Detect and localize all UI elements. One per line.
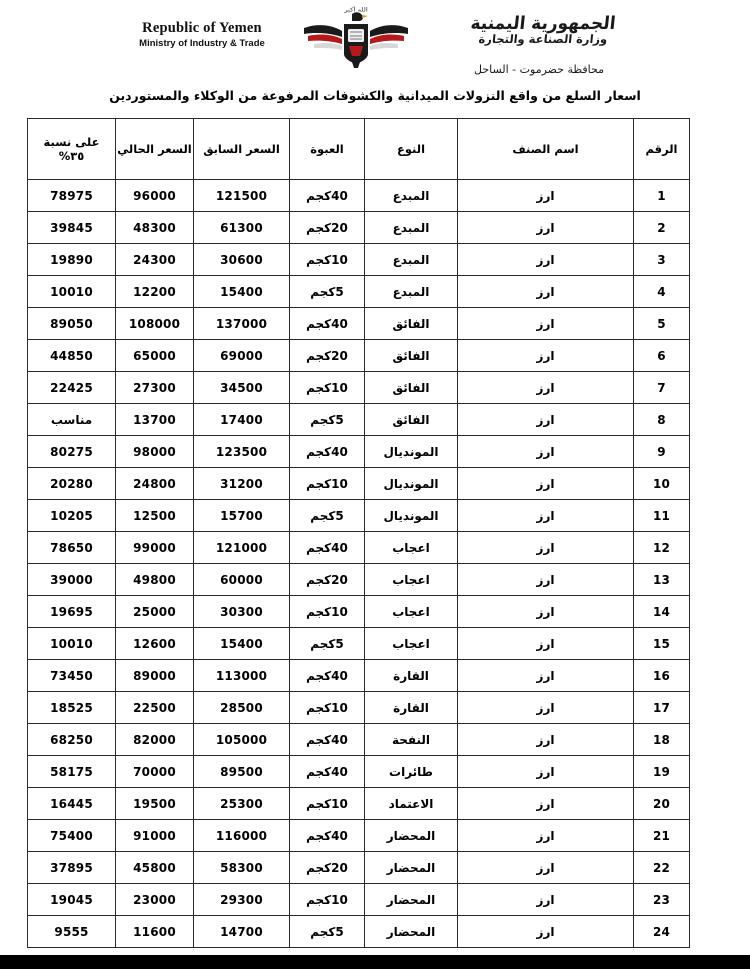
cell-current-price: 27300 <box>116 372 194 404</box>
cell-previous-price: 15700 <box>194 500 290 532</box>
cell-previous-price: 116000 <box>194 820 290 852</box>
cell-type: الفائق <box>365 340 458 372</box>
column-header-percentage <box>28 119 116 180</box>
cell-type: المبدع <box>365 212 458 244</box>
table-row <box>28 244 690 276</box>
table-row <box>28 660 690 692</box>
cell-type: المونديال <box>365 436 458 468</box>
cell-current-price: 13700 <box>116 404 194 436</box>
cell-current-price: 24300 <box>116 244 194 276</box>
table-row <box>28 372 690 404</box>
table-row <box>28 788 690 820</box>
cell-percentage: 44850 <box>28 340 116 372</box>
cell-percentage: مناسب <box>28 404 116 436</box>
ministry-label-arabic: وزارة الصناعة والتجارة <box>477 31 609 46</box>
cell-name: ارز <box>458 308 634 340</box>
cell-previous-price: 29300 <box>194 884 290 916</box>
cell-name: ارز <box>458 468 634 500</box>
cell-type: اعجاب <box>365 596 458 628</box>
cell-type: الفائق <box>365 308 458 340</box>
table-row <box>28 436 690 468</box>
cell-type: المحضار <box>365 884 458 916</box>
cell-no: 24 <box>634 916 690 948</box>
cell-type: اعجاب <box>365 628 458 660</box>
cell-previous-price: 60000 <box>194 564 290 596</box>
cell-percentage: 58175 <box>28 756 116 788</box>
cell-percentage: 19890 <box>28 244 116 276</box>
cell-name: ارز <box>458 788 634 820</box>
price-table-container <box>43 118 690 948</box>
column-header-type: النوع <box>365 119 458 180</box>
cell-pack: 5كجم <box>290 916 365 948</box>
eagle-emblem-svg <box>296 6 416 68</box>
cell-percentage: 19045 <box>28 884 116 916</box>
cell-previous-price: 137000 <box>194 308 290 340</box>
cell-name: ارز <box>458 500 634 532</box>
cell-pack: 40كجم <box>290 180 365 212</box>
cell-no: 19 <box>634 756 690 788</box>
cell-no: 7 <box>634 372 690 404</box>
cell-current-price: 96000 <box>116 180 194 212</box>
table-row <box>28 468 690 500</box>
table-row <box>28 884 690 916</box>
cell-percentage: 73450 <box>28 660 116 692</box>
cell-current-price: 24800 <box>116 468 194 500</box>
cell-pack: 5كجم <box>290 404 365 436</box>
cell-no: 20 <box>634 788 690 820</box>
cell-no: 8 <box>634 404 690 436</box>
column-header-current-price: السعر الحالي <box>116 119 194 180</box>
cell-previous-price: 89500 <box>194 756 290 788</box>
cell-pack: 20كجم <box>290 852 365 884</box>
cell-pack: 10كجم <box>290 788 365 820</box>
cell-percentage: 10010 <box>28 628 116 660</box>
cell-percentage: 20280 <box>28 468 116 500</box>
yemen-emblem-icon <box>296 6 416 68</box>
cell-type: المبدع <box>365 244 458 276</box>
cell-name: ارز <box>458 340 634 372</box>
cell-previous-price: 121500 <box>194 180 290 212</box>
cell-previous-price: 30300 <box>194 596 290 628</box>
cell-no: 16 <box>634 660 690 692</box>
cell-no: 23 <box>634 884 690 916</box>
cell-no: 6 <box>634 340 690 372</box>
cell-current-price: 19500 <box>116 788 194 820</box>
cell-no: 13 <box>634 564 690 596</box>
cell-no: 4 <box>634 276 690 308</box>
cell-pack: 5كجم <box>290 628 365 660</box>
cell-no: 14 <box>634 596 690 628</box>
bottom-letterbox <box>0 955 750 969</box>
column-header-pack: العبوة <box>290 119 365 180</box>
cell-percentage: 9555 <box>28 916 116 948</box>
table-row <box>28 180 690 212</box>
cell-current-price: 12600 <box>116 628 194 660</box>
cell-previous-price: 31200 <box>194 468 290 500</box>
cell-previous-price: 105000 <box>194 724 290 756</box>
cell-current-price: 65000 <box>116 340 194 372</box>
cell-no: 18 <box>634 724 690 756</box>
table-row <box>28 212 690 244</box>
cell-previous-price: 69000 <box>194 340 290 372</box>
cell-previous-price: 15400 <box>194 276 290 308</box>
cell-current-price: 11600 <box>116 916 194 948</box>
cell-pack: 40كجم <box>290 436 365 468</box>
cell-pack: 40كجم <box>290 308 365 340</box>
column-header-name: اسم الصنف <box>458 119 634 180</box>
price-table <box>27 118 690 948</box>
cell-type: المبدع <box>365 180 458 212</box>
cell-type: المحضار <box>365 820 458 852</box>
cell-percentage: 16445 <box>28 788 116 820</box>
percentage-header-line2: ٣٥% <box>58 149 85 163</box>
cell-name: ارز <box>458 916 634 948</box>
cell-type: المحضار <box>365 916 458 948</box>
cell-current-price: 49800 <box>116 564 194 596</box>
cell-previous-price: 34500 <box>194 372 290 404</box>
cell-previous-price: 14700 <box>194 916 290 948</box>
cell-percentage: 80275 <box>28 436 116 468</box>
cell-previous-price: 17400 <box>194 404 290 436</box>
cell-percentage: 37895 <box>28 852 116 884</box>
cell-name: ارز <box>458 276 634 308</box>
cell-no: 15 <box>634 628 690 660</box>
percentage-header-line1: على نسبة <box>43 134 100 149</box>
cell-previous-price: 25300 <box>194 788 290 820</box>
table-row <box>28 724 690 756</box>
table-row <box>28 628 690 660</box>
republic-of-yemen-label: Republic of Yemen <box>142 20 262 36</box>
table-row <box>28 564 690 596</box>
cell-previous-price: 121000 <box>194 532 290 564</box>
table-row <box>28 756 690 788</box>
cell-no: 3 <box>634 244 690 276</box>
cell-name: ارز <box>458 404 634 436</box>
cell-pack: 20كجم <box>290 564 365 596</box>
cell-pack: 20كجم <box>290 212 365 244</box>
table-row <box>28 308 690 340</box>
cell-percentage: 10205 <box>28 500 116 532</box>
cell-previous-price: 28500 <box>194 692 290 724</box>
cell-type: القارة <box>365 660 458 692</box>
cell-no: 17 <box>634 692 690 724</box>
cell-name: ارز <box>458 212 634 244</box>
cell-type: المونديال <box>365 500 458 532</box>
cell-pack: 40كجم <box>290 756 365 788</box>
cell-name: ارز <box>458 724 634 756</box>
cell-pack: 40كجم <box>290 532 365 564</box>
cell-percentage: 78975 <box>28 180 116 212</box>
cell-name: ارز <box>458 532 634 564</box>
cell-name: ارز <box>458 596 634 628</box>
cell-pack: 10كجم <box>290 596 365 628</box>
cell-current-price: 89000 <box>116 660 194 692</box>
cell-name: ارز <box>458 244 634 276</box>
cell-no: 12 <box>634 532 690 564</box>
cell-current-price: 22500 <box>116 692 194 724</box>
cell-pack: 10كجم <box>290 468 365 500</box>
page-title: اسعار السلع من واقع النزولات الميدانية والكشوفات المرفوعة من الوكلاء والمستوردين <box>109 88 641 103</box>
cell-current-price: 82000 <box>116 724 194 756</box>
cell-type: المبدع <box>365 276 458 308</box>
column-header-no: الرقم <box>634 119 690 180</box>
table-body <box>28 180 690 948</box>
cell-percentage: 19695 <box>28 596 116 628</box>
cell-name: ارز <box>458 564 634 596</box>
cell-percentage: 18525 <box>28 692 116 724</box>
cell-pack: 10كجم <box>290 692 365 724</box>
cell-current-price: 98000 <box>116 436 194 468</box>
cell-percentage: 78650 <box>28 532 116 564</box>
table-row <box>28 340 690 372</box>
table-row <box>28 500 690 532</box>
cell-name: ارز <box>458 660 634 692</box>
cell-name: ارز <box>458 756 634 788</box>
cell-percentage: 22425 <box>28 372 116 404</box>
cell-pack: 40كجم <box>290 660 365 692</box>
cell-name: ارز <box>458 372 634 404</box>
table-row <box>28 692 690 724</box>
cell-previous-price: 30600 <box>194 244 290 276</box>
cell-current-price: 23000 <box>116 884 194 916</box>
cell-current-price: 70000 <box>116 756 194 788</box>
cell-pack: 10كجم <box>290 244 365 276</box>
cell-no: 21 <box>634 820 690 852</box>
cell-pack: 40كجم <box>290 724 365 756</box>
cell-name: ارز <box>458 436 634 468</box>
cell-current-price: 12500 <box>116 500 194 532</box>
cell-previous-price: 123500 <box>194 436 290 468</box>
table-row <box>28 404 690 436</box>
cell-percentage: 10010 <box>28 276 116 308</box>
cell-current-price: 99000 <box>116 532 194 564</box>
cell-type: القارة <box>365 692 458 724</box>
cell-no: 11 <box>634 500 690 532</box>
cell-name: ارز <box>458 180 634 212</box>
table-row <box>28 820 690 852</box>
cell-percentage: 75400 <box>28 820 116 852</box>
ministry-header-arabic <box>428 13 658 46</box>
cell-name: ارز <box>458 692 634 724</box>
cell-previous-price: 61300 <box>194 212 290 244</box>
cell-pack: 40كجم <box>290 820 365 852</box>
cell-no: 9 <box>634 436 690 468</box>
cell-percentage: 39845 <box>28 212 116 244</box>
table-row <box>28 916 690 948</box>
document-header <box>0 0 750 76</box>
ministry-header-english <box>102 20 302 50</box>
governorate-label: محافظة حضرموت - الساحل <box>473 63 605 76</box>
cell-pack: 20كجم <box>290 340 365 372</box>
cell-type: الفائق <box>365 404 458 436</box>
cell-type: اعجاب <box>365 564 458 596</box>
cell-no: 10 <box>634 468 690 500</box>
cell-name: ارز <box>458 884 634 916</box>
cell-name: ارز <box>458 628 634 660</box>
cell-name: ارز <box>458 852 634 884</box>
cell-current-price: 48300 <box>116 212 194 244</box>
cell-pack: 5كجم <box>290 500 365 532</box>
cell-pack: 5كجم <box>290 276 365 308</box>
table-row <box>28 852 690 884</box>
cell-pack: 10كجم <box>290 372 365 404</box>
cell-previous-price: 58300 <box>194 852 290 884</box>
cell-type: اعجاب <box>365 532 458 564</box>
cell-type: الفائق <box>365 372 458 404</box>
cell-current-price: 25000 <box>116 596 194 628</box>
cell-type: المحضار <box>365 852 458 884</box>
cell-no: 2 <box>634 212 690 244</box>
cell-no: 22 <box>634 852 690 884</box>
cell-percentage: 89050 <box>28 308 116 340</box>
table-row <box>28 532 690 564</box>
cell-current-price: 12200 <box>116 276 194 308</box>
column-header-previous-price: السعر السابق <box>194 119 290 180</box>
cell-current-price: 91000 <box>116 820 194 852</box>
cell-current-price: 108000 <box>116 308 194 340</box>
cell-no: 5 <box>634 308 690 340</box>
cell-type: الاعتماد <box>365 788 458 820</box>
emblem-script-label: الله أكبر <box>344 6 368 14</box>
cell-type: طائرات <box>365 756 458 788</box>
table-row <box>28 276 690 308</box>
table-header-row <box>28 119 690 180</box>
cell-pack: 10كجم <box>290 884 365 916</box>
cell-current-price: 45800 <box>116 852 194 884</box>
cell-previous-price: 15400 <box>194 628 290 660</box>
ministry-label-english: Ministry of Industry & Trade <box>139 37 265 49</box>
cell-type: المونديال <box>365 468 458 500</box>
cell-percentage: 39000 <box>28 564 116 596</box>
republic-of-yemen-arabic-label: الجمهورية اليمنية <box>469 13 617 35</box>
table-row <box>28 596 690 628</box>
cell-name: ارز <box>458 820 634 852</box>
table-header <box>28 119 690 180</box>
cell-percentage: 68250 <box>28 724 116 756</box>
cell-type: النفحة <box>365 724 458 756</box>
cell-no: 1 <box>634 180 690 212</box>
cell-previous-price: 113000 <box>194 660 290 692</box>
